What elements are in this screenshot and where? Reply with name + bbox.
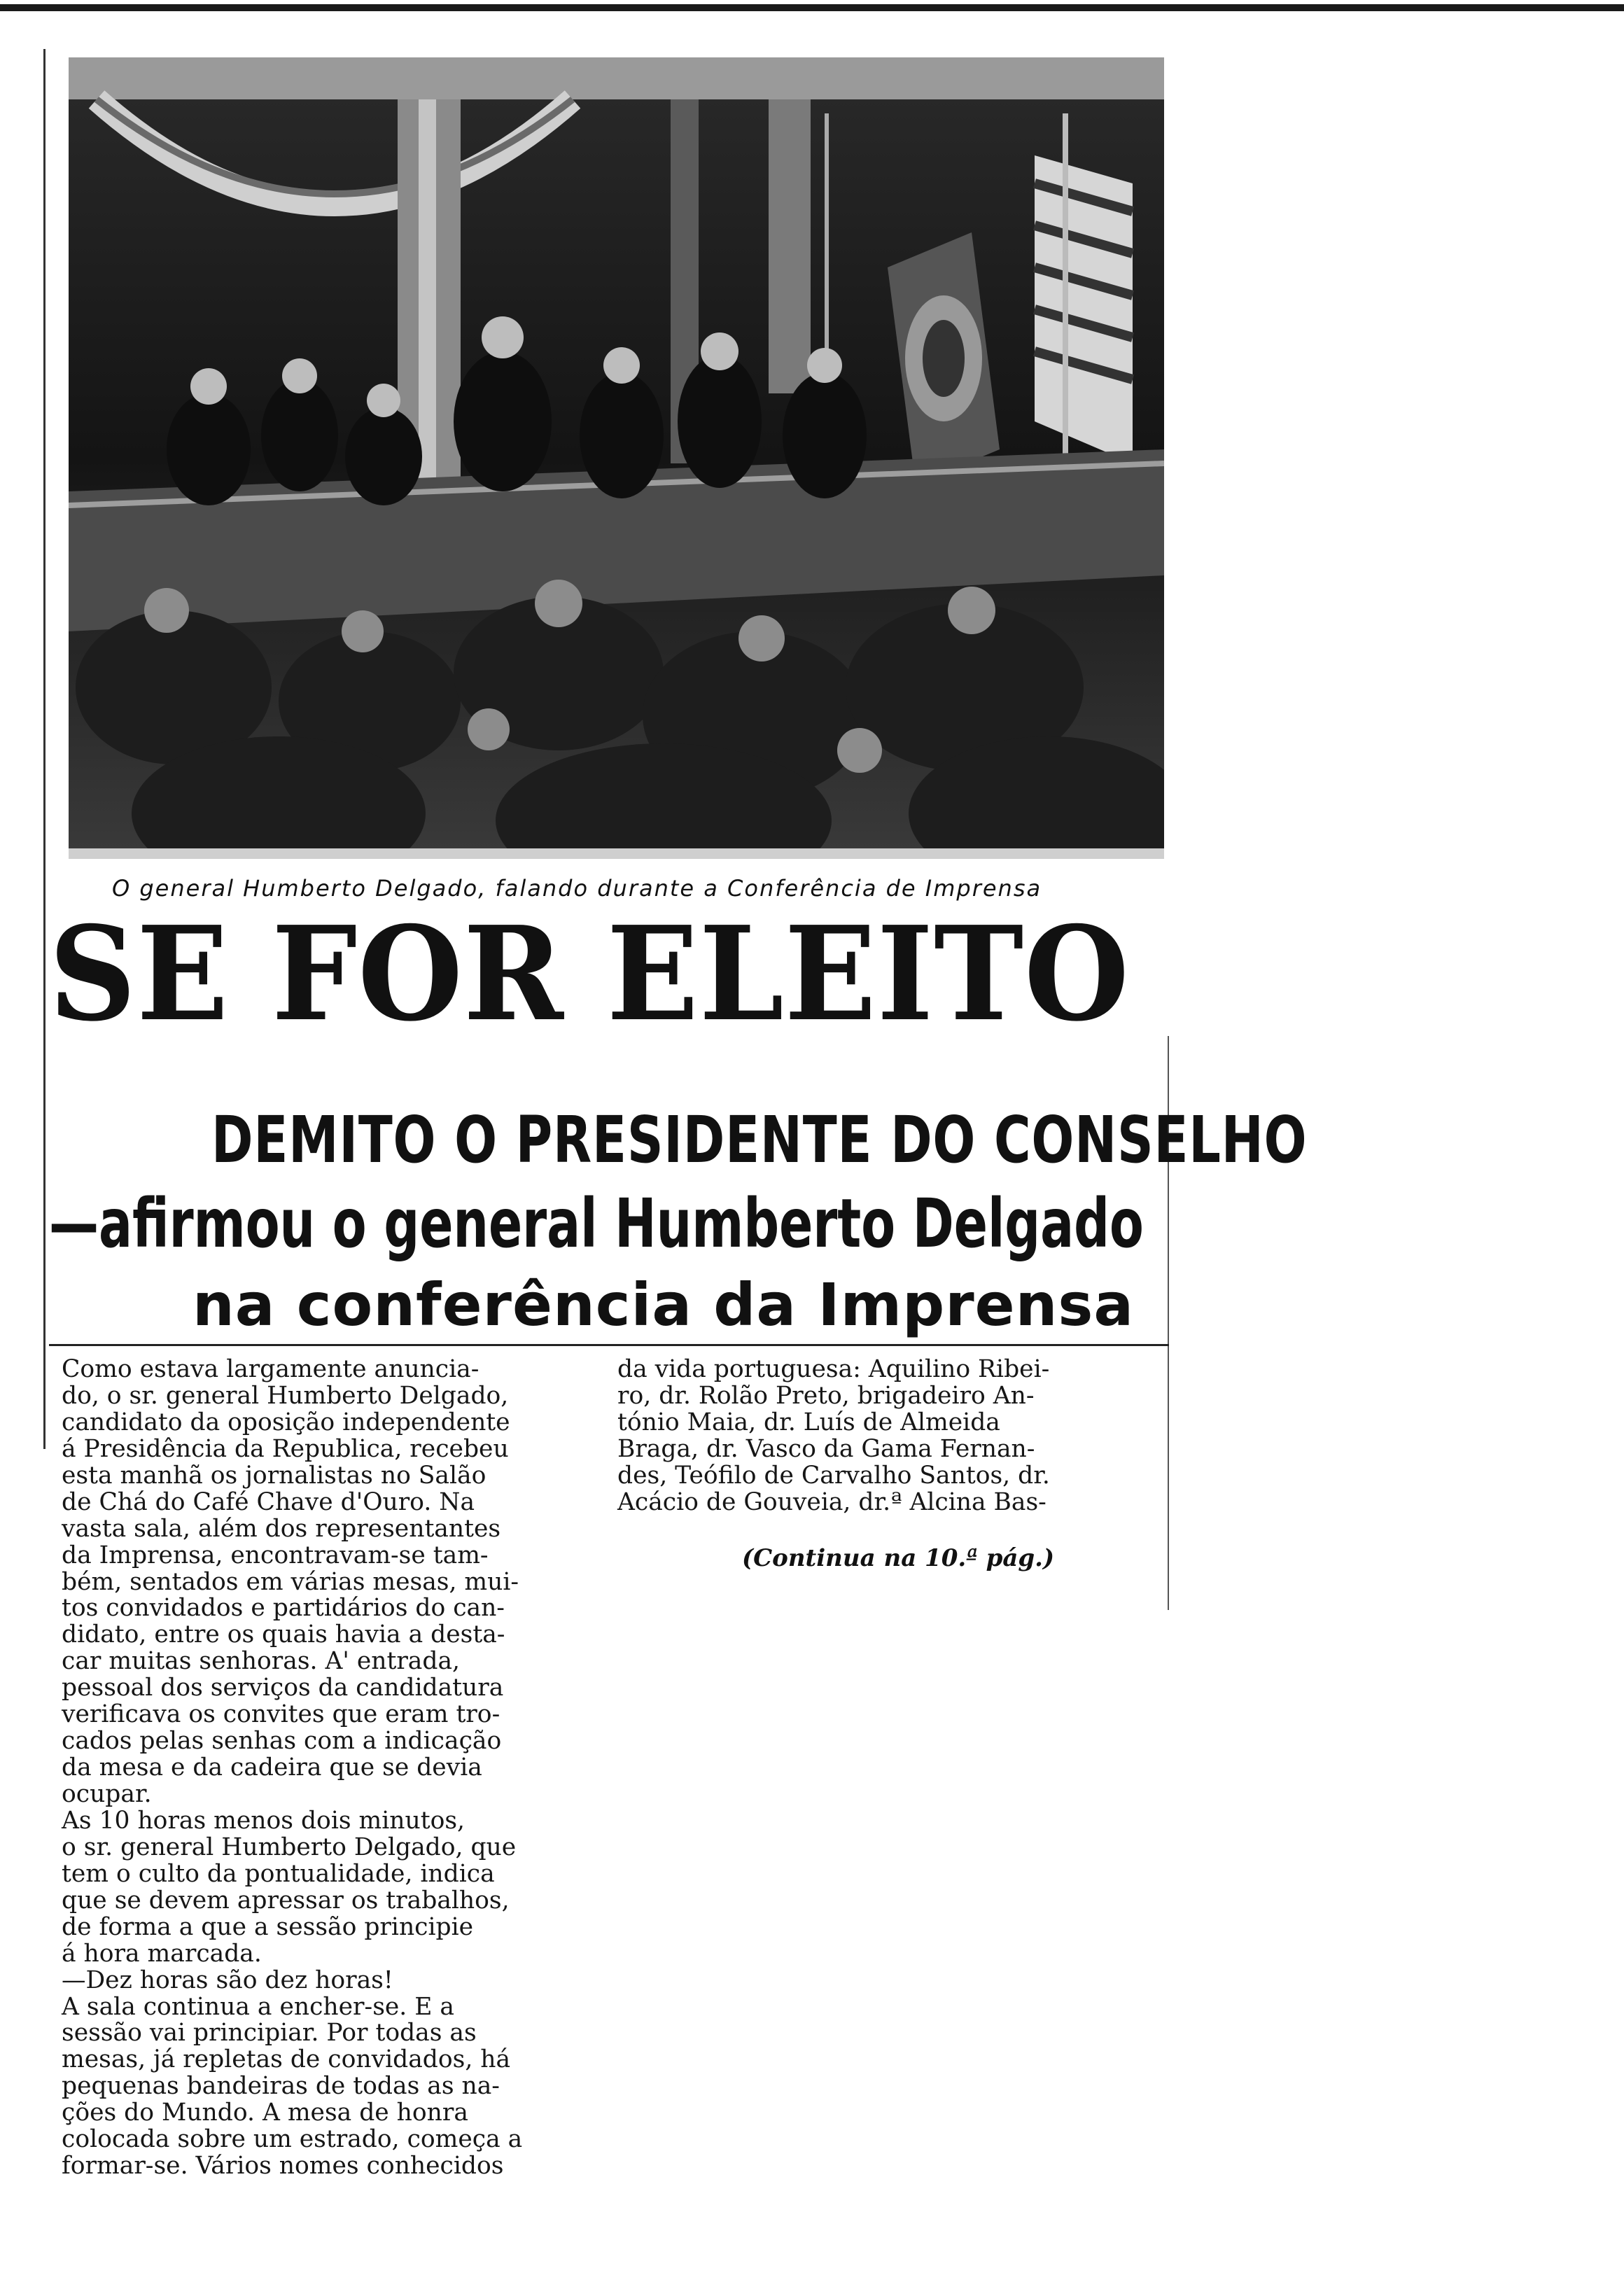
article-line: esta manhã os jornalistas no Salão	[62, 1461, 486, 1490]
article-line: de forma a que a sessão principie	[62, 1912, 474, 1941]
article-line: tónio Maia, dr. Luís de Almeida	[617, 1408, 1000, 1436]
article-line: car muitas senhoras. A' entrada,	[62, 1647, 460, 1676]
article-line: Braga, dr. Vasco da Gama Fernan-	[617, 1434, 1035, 1463]
article-line: tem o culto da pontualidade, indica	[62, 1859, 495, 1888]
left-margin-line	[43, 49, 46, 1449]
article-line: A sala continua a encher-se. E a	[62, 1992, 454, 2021]
article-right-column	[617, 1357, 1163, 1516]
article-line: ções do Mundo. A mesa de honra	[62, 2099, 468, 2127]
article-line: ro, dr. Rolão Preto, brigadeiro An-	[617, 1381, 1035, 1410]
press-conference-photo	[69, 57, 1164, 859]
article-line: o sr. general Humberto Delgado, que	[62, 1833, 517, 1861]
article-line: bém, sentados em várias mesas, mui-	[62, 1567, 519, 1596]
article-line: sessão vai principiar. Por todas as	[62, 2019, 477, 2047]
headline-subtitle: DEMITO O PRESIDENTE DO CONSELHO	[211, 1102, 1308, 1177]
article-line: As 10 horas menos dois minutos,	[62, 1806, 465, 1835]
article-line: mesas, já repletas de convidados, há	[62, 2045, 511, 2074]
article-line: á Presidência da Republica, recebeu	[62, 1434, 509, 1463]
headline-attribution: —afirmou o general Humberto Delgado	[49, 1184, 1144, 1263]
article-line: des, Teófilo de Carvalho Santos, dr.	[617, 1461, 1050, 1490]
headline-main: SE FOR ELEITO	[49, 897, 1130, 1050]
article-line: —Dez horas são dez horas!	[62, 1966, 393, 1994]
article-line: que se devem apressar os trabalhos,	[62, 1886, 510, 1914]
article-line: colocada sobre um estrado, começa a	[62, 2125, 523, 2154]
continuation-note: (Continua na 10.ª pág.)	[742, 1544, 1055, 1572]
photo-caption: O general Humberto Delgado, falando durante a Conferência de Imprensa	[112, 875, 1042, 902]
article-line: candidato da oposição independente	[62, 1408, 510, 1436]
article-line: de Chá do Café Chave d'Ouro. Na	[62, 1488, 475, 1516]
article-line: verificava os convites que eram tro-	[62, 1700, 500, 1729]
article-line: pequenas bandeiras de todas as na-	[62, 2072, 500, 2101]
headline-rule	[49, 1344, 1169, 1346]
article-line: vasta sala, além dos representantes	[62, 1514, 501, 1543]
article-line: didato, entre os quais havia a desta-	[62, 1620, 505, 1649]
article-line: da vida portuguesa: Aquilino Ribei-	[617, 1355, 1050, 1383]
article-line: pessoal dos serviços da candidatura	[62, 1674, 504, 1702]
headline-context: na conferência da Imprensa	[192, 1270, 1135, 1339]
article-line: tos convidados e partidários do can-	[62, 1594, 505, 1623]
article-line: Como estava largamente anuncia-	[62, 1355, 479, 1383]
article-line: do, o sr. general Humberto Delgado,	[62, 1381, 509, 1410]
article-line: formar-se. Vários nomes conhecidos	[62, 2152, 504, 2180]
top-rule	[0, 4, 1624, 11]
article-line: Acácio de Gouveia, dr.ª Alcina Bas-	[617, 1488, 1046, 1516]
article-line: da Imprensa, encontravam-se tam-	[62, 1541, 489, 1569]
article-line: cados pelas senhas com a indicação	[62, 1727, 502, 1756]
article-line: á hora marcada.	[62, 1939, 262, 1968]
article-left-column	[62, 1357, 622, 2180]
article-line: ocupar.	[62, 1780, 152, 1808]
article-line: da mesa e da cadeira que se devia	[62, 1754, 482, 1782]
